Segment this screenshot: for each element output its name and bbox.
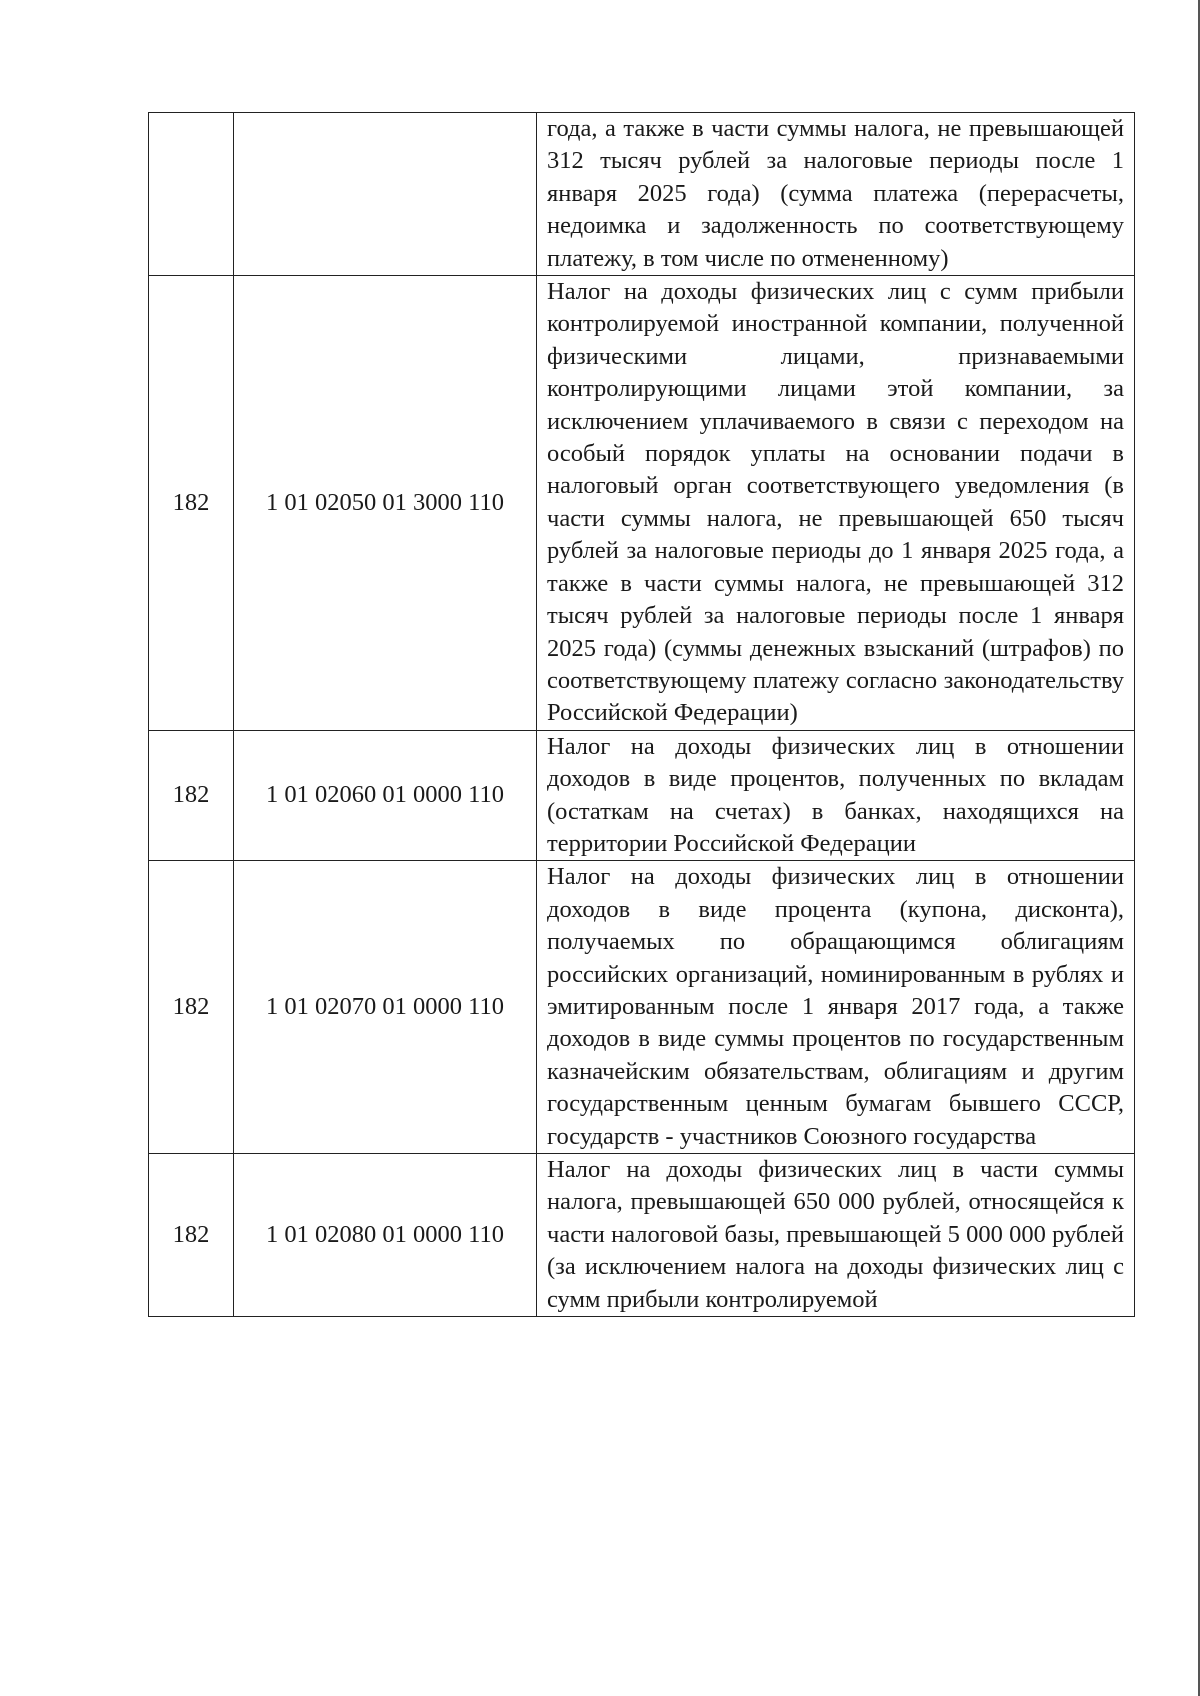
tax-codes-table (148, 112, 1135, 1317)
admin-code-cell: 182 (149, 1154, 234, 1317)
admin-code-cell: 182 (149, 861, 234, 1154)
kbk-code-cell: 1 01 02050 01 3000 110 (234, 276, 537, 731)
description-text: Налог на доходы физических лиц в части суммы налога, превышающей 650 000 рублей, относящейся к части налоговой базы, превышающей 5 000 000 рублей (за исключением налога на доходы физических лиц с сумм прибыли контролируемой (547, 1156, 1124, 1313)
table-row (149, 1154, 1135, 1317)
admin-code-cell (149, 113, 234, 276)
description-cell (537, 113, 1135, 276)
description-cell (537, 1154, 1135, 1317)
kbk-code-cell: 1 01 02080 01 0000 110 (234, 1154, 537, 1317)
description-text: года, а также в части суммы налога, не превышающей 312 тысяч рублей за налоговые периоды после 1 января 2025 года) (сумма платежа (перерасчеты, недоимка и задолженность по соответствующему платежу, в том числе по отмененному) (547, 115, 1124, 272)
admin-code-cell: 182 (149, 730, 234, 861)
kbk-code-cell: 1 01 02070 01 0000 110 (234, 861, 537, 1154)
description-cell (537, 276, 1135, 731)
description-text: Налог на доходы физических лиц с сумм прибыли контролируемой иностранной компании, полученной физическими лицами, признаваемыми контролирующими лицами этой компании, за исключением уплачиваемого в связи с переходом на особый порядок уплаты на основании подачи в налоговый орган соответствующего уведомления (в части суммы налога, не превышающей 650 тысяч рублей за налоговые периоды до 1 января 2025 года, а также в части суммы налога, не превышающей 312 тысяч рублей за налоговые периоды после 1 января 2025 года) (суммы денежных взысканий (штрафов) по соответствующему платежу согласно законодательству Российской Федерации) (547, 278, 1124, 727)
table-row (149, 861, 1135, 1154)
kbk-code-cell: 1 01 02060 01 0000 110 (234, 730, 537, 861)
admin-code-cell: 182 (149, 276, 234, 731)
table-row (149, 730, 1135, 861)
table-row (149, 276, 1135, 731)
kbk-code-cell (234, 113, 537, 276)
description-cell (537, 861, 1135, 1154)
description-text: Налог на доходы физических лиц в отношении доходов в виде процентов, полученных по вкладам (остаткам на счетах) в банках, находящихся на территории Российской Федерации (547, 732, 1124, 857)
description-cell (537, 730, 1135, 861)
description-text: Налог на доходы физических лиц в отношении доходов в виде процента (купона, дисконта), получаемых по обращающимся облигациям российских организаций, номинированным в рублях и эмитированным после 1 января 2017 года, а также доходов в виде суммы процентов по государственным казначейским обязательствам, облигациям и другим государственным ценным бумагам бывшего СССР, государств - участников Союзного государства (547, 863, 1124, 1150)
table-row (149, 113, 1135, 276)
